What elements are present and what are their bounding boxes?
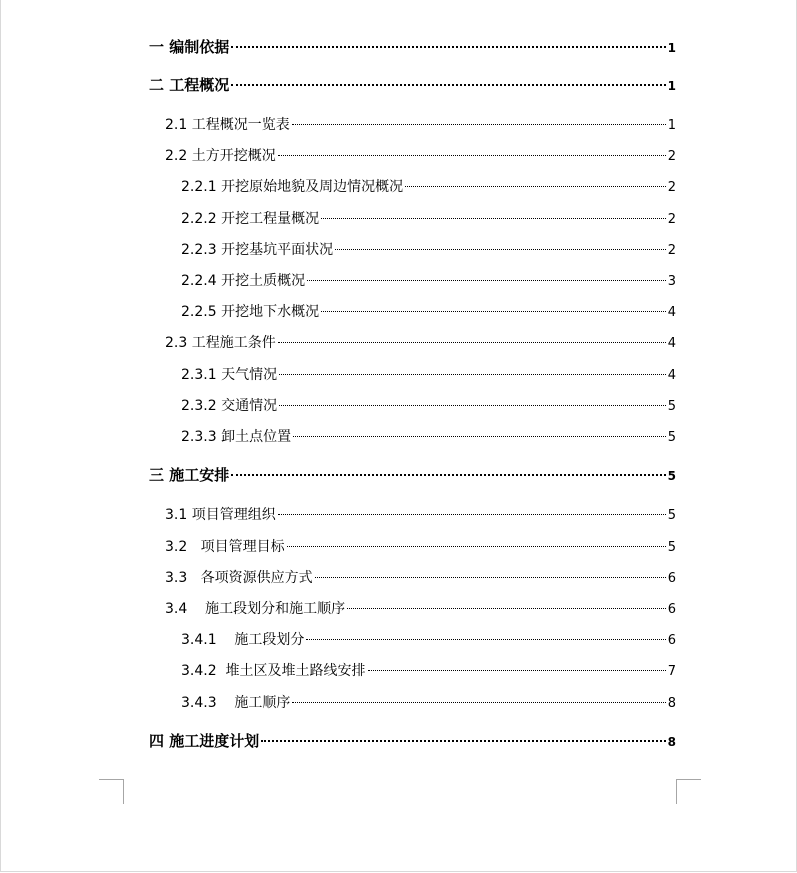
toc-entry-title: 2.2.3 开挖基坑平面状况 (181, 242, 334, 258)
toc-entry-title: 2.1 工程概况一览表 (165, 117, 290, 133)
toc-leader-dots (347, 593, 666, 613)
toc-entry-title: 2.2.5 开挖地下水概况 (181, 304, 320, 320)
toc-entry-title: 3.4.3 施工顺序 (181, 695, 291, 711)
toc-entry-page-number: 7 (667, 664, 676, 679)
toc-entry-page-number: 4 (667, 368, 676, 383)
page-margin-corner-marker-right (676, 779, 701, 804)
toc-entry-page-number: 8 (667, 735, 676, 749)
toc-leader-dots (306, 624, 665, 644)
toc-entry-page-number: 3 (667, 274, 676, 289)
toc-entry-page-number: 5 (667, 399, 676, 414)
toc-entry-title: 2.3.3 卸土点位置 (181, 429, 292, 445)
toc-entry-page-number: 8 (667, 696, 676, 711)
toc-entry-2-2-1[interactable] (181, 171, 676, 195)
toc-entry-2[interactable] (149, 70, 676, 94)
toc-entry-2-3-1[interactable] (181, 359, 676, 383)
toc-entry-title: 2.2.4 开挖土质概况 (181, 273, 306, 289)
toc-entry-2-3-2[interactable] (181, 390, 676, 414)
toc-entry-2-2-3[interactable] (181, 234, 676, 258)
toc-entry-title: 3.2 项目管理目标 (165, 539, 285, 555)
toc-entry-title: 3.1 项目管理组织 (165, 507, 276, 523)
toc-entry-2-3[interactable] (165, 327, 676, 351)
toc-entry-title: 2.2 土方开挖概况 (165, 148, 276, 164)
toc-entry-title: 3.4.1 施工段划分 (181, 632, 305, 648)
toc-leader-dots (335, 234, 666, 254)
toc-entry-2-2-2[interactable] (181, 203, 676, 227)
toc-leader-dots (287, 531, 666, 551)
toc-entry-2-2-5[interactable] (181, 296, 676, 320)
page-margin-corner-marker-left (99, 779, 124, 804)
toc-leader-dots (231, 70, 665, 90)
toc-entry-page-number: 5 (667, 508, 676, 523)
toc-entry-page-number: 5 (667, 469, 676, 483)
toc-leader-dots (231, 460, 665, 480)
toc-entry-2-3-3[interactable] (181, 421, 676, 445)
toc-entry-title: 2.3 工程施工条件 (165, 335, 276, 351)
toc-entry-page-number: 6 (667, 571, 676, 586)
toc-leader-dots (405, 171, 666, 191)
toc-leader-dots (279, 390, 666, 410)
toc-entry-3-3[interactable] (165, 562, 676, 586)
toc-entry-3[interactable] (149, 460, 676, 484)
toc-entry-3-4-2[interactable] (181, 655, 676, 679)
toc-leader-dots (292, 109, 666, 129)
toc-entry-title: 四 施工进度计划 (149, 732, 260, 750)
toc-leader-dots (279, 359, 666, 379)
toc-leader-dots (292, 687, 665, 707)
toc-entry-page-number: 6 (667, 633, 676, 648)
toc-entry-3-4-3[interactable] (181, 687, 676, 711)
toc-entry-title: 3.4 施工段划分和施工顺序 (165, 601, 346, 617)
toc-entry-page-number: 2 (667, 149, 676, 164)
toc-leader-dots (278, 327, 666, 347)
toc-entry-page-number: 4 (667, 305, 676, 320)
toc-entry-2-2[interactable] (165, 140, 676, 164)
toc-leader-dots (368, 655, 666, 675)
toc-entry-title: 三 施工安排 (149, 466, 230, 484)
toc-entry-3-4-1[interactable] (181, 624, 676, 648)
toc-leader-dots (231, 32, 665, 52)
toc-leader-dots (293, 421, 666, 441)
toc-entry-3-2[interactable] (165, 531, 676, 555)
toc-entry-page-number: 1 (667, 79, 676, 93)
toc-entry-title: 2.3.2 交通情况 (181, 398, 278, 414)
toc-entry-page-number: 4 (667, 336, 676, 351)
toc-entry-title: 2.2.2 开挖工程量概况 (181, 211, 320, 227)
toc-entry-title: 一 编制依据 (149, 38, 230, 56)
toc-leader-dots (307, 265, 666, 285)
toc-entry-1[interactable] (149, 32, 676, 56)
toc-leader-dots (321, 296, 666, 316)
toc-entry-title: 2.3.1 天气情况 (181, 367, 278, 383)
toc-entry-page-number: 2 (667, 212, 676, 227)
toc-entry-title: 二 工程概况 (149, 76, 230, 94)
toc-entry-page-number: 5 (667, 540, 676, 555)
toc-entry-2-2-4[interactable] (181, 265, 676, 289)
toc-leader-dots (321, 203, 666, 223)
toc-entry-page-number: 1 (667, 41, 676, 55)
toc-leader-dots (278, 140, 666, 160)
toc-entry-page-number: 2 (667, 180, 676, 195)
toc-leader-dots (315, 562, 666, 582)
toc-entry-4[interactable] (149, 726, 676, 750)
toc-entry-page-number: 2 (667, 243, 676, 258)
toc-entry-page-number: 5 (667, 430, 676, 445)
toc-entry-title: 3.4.2 堆土区及堆土路线安排 (181, 663, 366, 679)
toc-entry-2-1[interactable] (165, 109, 676, 133)
toc-entry-title: 3.3 各项资源供应方式 (165, 570, 313, 586)
toc-entry-title: 2.2.1 开挖原始地貌及周边情况概况 (181, 179, 404, 195)
toc-leader-dots (261, 726, 665, 746)
toc-leader-dots (278, 499, 666, 519)
toc-entry-page-number: 1 (667, 118, 676, 133)
toc-entry-page-number: 6 (667, 602, 676, 617)
toc-entry-3-4[interactable] (165, 593, 676, 617)
toc-entry-3-1[interactable] (165, 499, 676, 523)
